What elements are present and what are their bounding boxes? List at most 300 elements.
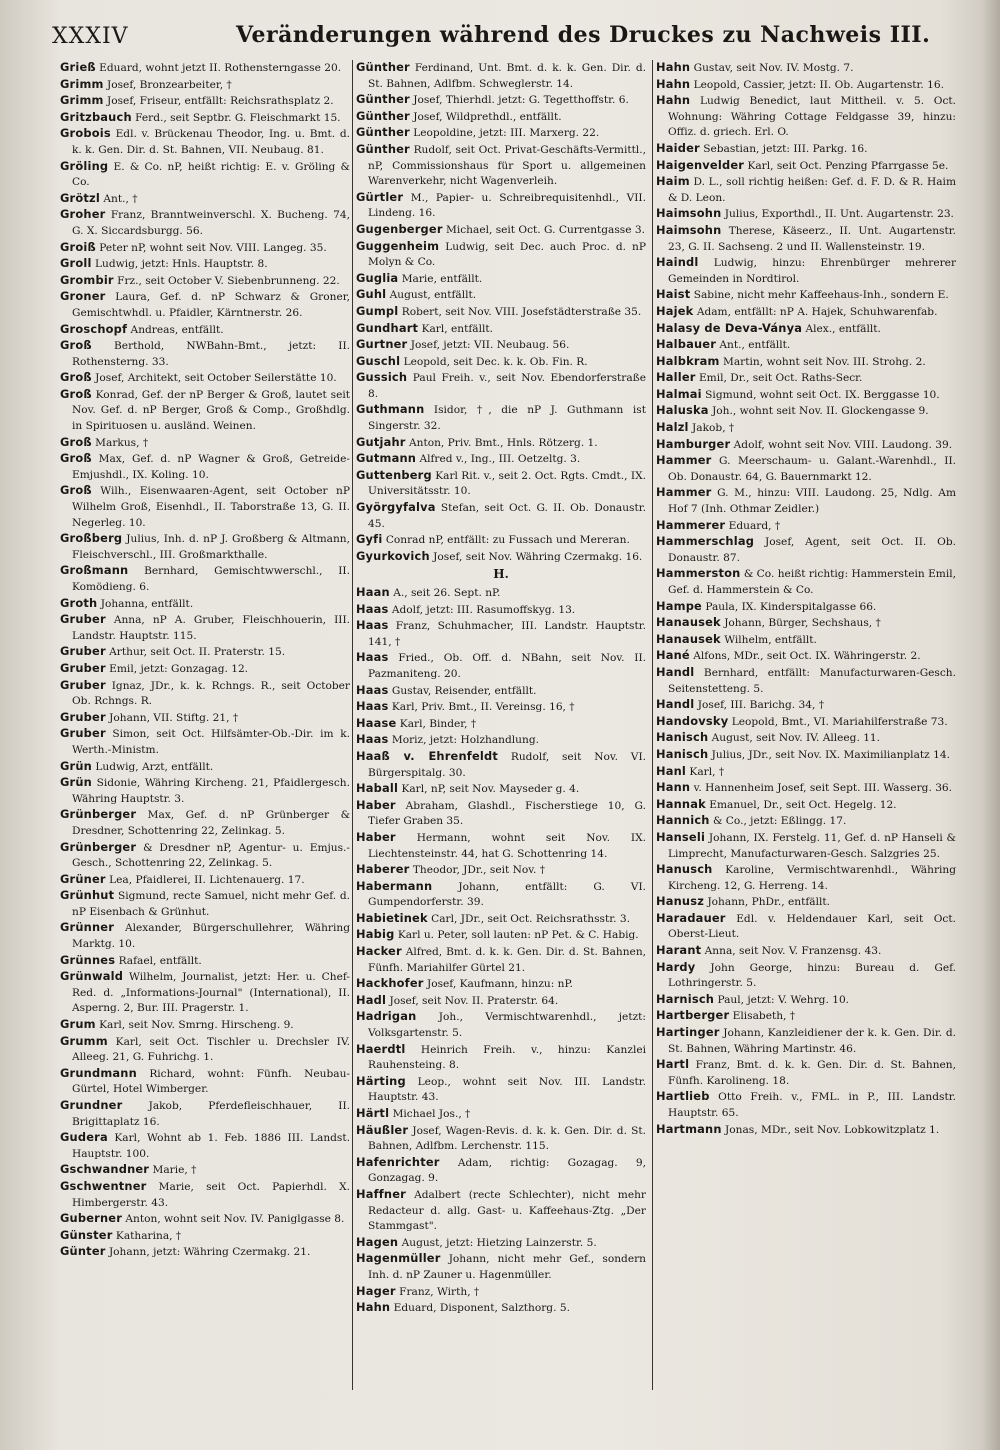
directory-entry bbox=[656, 747, 956, 764]
entry-details: Berthold, NWBahn-Bmt., jetzt: II. Rothensterng. 33. bbox=[72, 340, 350, 368]
directory-entry bbox=[60, 240, 350, 257]
directory-entry bbox=[60, 370, 350, 387]
directory-entry bbox=[656, 223, 956, 255]
directory-entry bbox=[656, 255, 956, 287]
directory-entry bbox=[356, 125, 646, 142]
entry-surname: Hané bbox=[656, 648, 690, 663]
entry-details: Marie, entfällt. bbox=[401, 272, 483, 285]
entry-details: Gustav, Reisender, entfällt. bbox=[391, 684, 537, 697]
entry-details: Karl Rit. v., seit 2. Oct. Rgts. Cmdt., IX. Universitätsstr. 10. bbox=[368, 469, 646, 498]
entry-surname: Guhl bbox=[356, 287, 387, 302]
directory-entry bbox=[356, 1042, 646, 1074]
entry-details: Wilh., Eisenwaaren-Agent, seit October nP Wilhelm Groß, Eisenhdl., II. Taborstraße 13, G. II. Negerleg. 10. bbox=[72, 485, 350, 529]
directory-entry bbox=[60, 1017, 350, 1034]
entry-surname: Guberner bbox=[60, 1211, 123, 1226]
entry-surname: Haas bbox=[356, 682, 389, 697]
entry-details: Max, Gef. d. nP Grünberger & Dresdner, Schottenring 22, Zelinkag. 5. bbox=[72, 809, 350, 837]
entry-details: Adalbert (recte Schlechter), nicht mehr Redacteur d. allg. Gast- u. Kaffeehaus-Ztg. „Der Stammgast". bbox=[368, 1188, 646, 1233]
entry-surname: Härtl bbox=[356, 1106, 390, 1120]
entry-details: Josef, seit Nov. II. Praterstr. 64. bbox=[389, 994, 559, 1007]
entry-details: Franz, Schuhmacher, III. Landstr. Hauptstr. 141, † bbox=[368, 620, 646, 648]
entry-details: G. Meerschaum- u. Galant.-Warenhdl., II. Ob. Donaustr. 64, G. Bauernmarkt 12. bbox=[668, 455, 956, 483]
directory-entry bbox=[60, 289, 350, 321]
directory-entry bbox=[356, 190, 646, 222]
page-edge-shadow bbox=[982, 0, 1000, 1450]
entry-surname: Hahn bbox=[656, 93, 691, 108]
directory-entry bbox=[656, 813, 956, 830]
directory-entry bbox=[356, 1106, 646, 1123]
entry-details: Hermann, wohnt seit Nov. IX. Liechtensteinstr. 44, hat G. Schottenring 14. bbox=[368, 831, 646, 860]
directory-entry bbox=[356, 60, 646, 92]
entry-details: Joh., Vermischtwarenhdl., jetzt: Volksgartenstr. 5. bbox=[368, 1011, 646, 1040]
directory-entry bbox=[60, 435, 350, 452]
entry-surname: Grün bbox=[60, 758, 92, 773]
directory-entry bbox=[60, 920, 350, 952]
entry-details: Karl, Wohnt ab 1. Feb. 1886 III. Landst. Hauptstr. 100. bbox=[72, 1132, 350, 1160]
directory-entry bbox=[656, 1057, 956, 1089]
entry-details: August, seit Nov. IV. Alleeg. 11. bbox=[711, 732, 881, 745]
directory-entry bbox=[356, 618, 646, 650]
directory-entry bbox=[60, 759, 350, 776]
directory-entry bbox=[656, 911, 956, 943]
directory-entry bbox=[356, 402, 646, 434]
directory-entry bbox=[60, 1162, 350, 1179]
directory-entry bbox=[656, 534, 956, 566]
directory-entry bbox=[656, 158, 956, 175]
entry-details: Paula, IX. Kinderspitalgasse 66. bbox=[705, 600, 877, 613]
entry-details: Richard, wohnt: Fünfh. Neubau-Gürtel, Hotel Wimberger. bbox=[72, 1067, 350, 1096]
entry-surname: Hadl bbox=[356, 992, 387, 1007]
entry-surname: Groß bbox=[60, 451, 92, 466]
entry-surname: Gruber bbox=[60, 677, 106, 692]
entry-details: Simon, seit Oct. Hilfsämter-Ob.-Dir. im k. Werth.-Ministm. bbox=[72, 728, 350, 756]
entry-details: Max, Gef. d. nP Wagner & Groß, Getreide-Emjushdl., IX. Koling. 10. bbox=[72, 453, 350, 481]
directory-entry bbox=[60, 596, 350, 613]
entry-surname: Hahn bbox=[356, 1300, 391, 1315]
entry-surname: Haaß v. Ehrenfeldt bbox=[356, 748, 498, 763]
entry-details: Josef, Friseur, entfällt: Reichsrathsplatz 2. bbox=[106, 95, 334, 108]
directory-entry bbox=[356, 927, 646, 944]
entry-surname: Hann bbox=[656, 780, 691, 795]
entry-surname: Gyfi bbox=[356, 532, 383, 547]
entry-details: Martin, wohnt seit Nov. III. Strohg. 2. bbox=[723, 355, 926, 368]
entry-surname: Hanausek bbox=[656, 615, 721, 630]
entry-details: Gustav, seit Nov. IV. Mostg. 7. bbox=[693, 62, 854, 74]
directory-entry bbox=[356, 370, 646, 402]
page-number: XXXIV bbox=[52, 24, 129, 49]
entry-surname: Günter bbox=[60, 1244, 106, 1259]
entry-details: Rafael, entfällt. bbox=[118, 954, 202, 967]
directory-entry bbox=[656, 453, 956, 485]
directory-entry bbox=[356, 683, 646, 700]
entry-surname: Hanisch bbox=[656, 746, 709, 761]
entry-surname: Grötzl bbox=[60, 190, 100, 205]
entry-surname: Gudera bbox=[60, 1130, 108, 1145]
entry-details: Johann, nicht mehr Gef., sondern Inh. d. nP Zauner u. Hagenmüller. bbox=[368, 1253, 646, 1281]
entry-surname: Harnisch bbox=[656, 991, 715, 1006]
entry-surname: Groß bbox=[60, 338, 92, 353]
entry-details: Anna, nP A. Gruber, Fleischhouerin, III. Landstr. Hauptstr. 115. bbox=[72, 614, 350, 642]
entry-surname: Handl bbox=[656, 697, 695, 712]
directory-entry bbox=[656, 697, 956, 714]
directory-entry bbox=[60, 969, 350, 1017]
entry-details: August, jetzt: Hietzing Lainzerstr. 5. bbox=[401, 1236, 597, 1249]
directory-entry bbox=[656, 485, 956, 517]
entry-details: D. L., soll richtig heißen: Gef. d. F. D. & R. Haim & D. Leon. bbox=[668, 176, 956, 204]
entry-details: Bernhard, entfällt: Manufacturwaren-Gesch. Seitenstetteng. 5. bbox=[668, 666, 956, 695]
directory-entry bbox=[656, 665, 956, 697]
entry-details: Ant., † bbox=[103, 192, 138, 205]
directory-entry bbox=[656, 518, 956, 535]
directory-entry bbox=[356, 1235, 646, 1252]
entry-surname: Hanausek bbox=[656, 631, 721, 646]
entry-surname: Halmai bbox=[656, 386, 702, 401]
entry-details: Karl, seit Oct. Tischler u. Drechsler IV. Alleeg. 21, G. Fuhrichg. 1. bbox=[72, 1035, 350, 1064]
entry-details: Emil, Dr., seit Oct. Raths-Secr. bbox=[698, 372, 863, 385]
directory-entry bbox=[656, 77, 956, 94]
entry-surname: Gschwentner bbox=[60, 1178, 147, 1193]
directory-entry bbox=[656, 370, 956, 387]
entry-details: Ant., entfällt. bbox=[719, 339, 791, 352]
entry-details: Josef, Architekt, seit October Seilerstätte 10. bbox=[95, 372, 337, 385]
directory-entry bbox=[656, 1008, 956, 1025]
directory-entry bbox=[60, 483, 350, 531]
entry-details: Peter nP, wohnt seit Nov. VIII. Langeg. 35. bbox=[99, 241, 327, 254]
entry-surname: Hahn bbox=[656, 76, 691, 91]
entry-surname: Grieß bbox=[60, 60, 96, 74]
entry-details: Sidonie, Währing Kircheng. 21, Pfaidlergesch. Währing Hauptstr. 3. bbox=[72, 777, 350, 805]
entry-surname: Gutmann bbox=[356, 451, 417, 466]
entry-details: Andreas, entfällt. bbox=[130, 323, 224, 336]
entry-details: Joh., wohnt seit Nov. II. Glockengasse 9. bbox=[712, 405, 929, 418]
entry-surname: Gritzbauch bbox=[60, 109, 132, 124]
directory-entry bbox=[656, 566, 956, 598]
directory-entry bbox=[656, 648, 956, 665]
directory-entry bbox=[656, 960, 956, 992]
entry-surname: Guttenberg bbox=[356, 467, 432, 482]
column-divider bbox=[352, 60, 353, 1390]
directory-entry bbox=[656, 632, 956, 649]
entry-surname: Hartmann bbox=[656, 1121, 722, 1136]
directory-entry bbox=[60, 191, 350, 208]
entry-surname: Halzl bbox=[656, 420, 689, 435]
entry-details: Leopold, seit Dec. k. k. Ob. Fin. R. bbox=[403, 355, 588, 368]
entry-details: Wilhelm, Journalist, jetzt: Her. u. Chef-Red. d. „Informations-Journal" (International), II. Asperng. 2, Bur. III. Pragerstr. 1. bbox=[72, 971, 350, 1015]
entry-details: Josef, Kaufmann, hinzu: nP. bbox=[426, 978, 573, 991]
entry-surname: Gutjahr bbox=[356, 434, 406, 449]
entry-details: Johann, PhDr., entfällt. bbox=[707, 896, 831, 909]
entry-surname: Groß bbox=[60, 370, 92, 385]
directory-entry bbox=[60, 1228, 350, 1245]
directory-entry bbox=[356, 532, 646, 549]
directory-entry bbox=[356, 585, 646, 602]
directory-entry bbox=[356, 798, 646, 830]
directory-entry bbox=[656, 93, 956, 141]
entry-details: Johann, Bürger, Sechshaus, † bbox=[724, 617, 881, 630]
directory-entry bbox=[656, 206, 956, 223]
directory-entry bbox=[356, 321, 646, 338]
entry-details: M., Papier- u. Schreibrequisitenhdl., VII. Lindeng. 16. bbox=[368, 191, 646, 220]
entry-details: Johann, VII. Stiftg. 21, † bbox=[109, 711, 239, 724]
entry-surname: Grum bbox=[60, 1017, 96, 1032]
entry-details: Bernhard, Gemischtwwerschl., II. Komödieng. 6. bbox=[72, 565, 350, 593]
directory-entry bbox=[356, 1187, 646, 1235]
directory-entry bbox=[356, 1284, 646, 1301]
entry-details: Alfred, Bmt. d. k. k. Gen. Dir. d. St. Bahnen, Fünfh. Mariahilfer Gürtel 21. bbox=[368, 946, 646, 974]
entry-surname: Groher bbox=[60, 207, 106, 222]
directory-entry bbox=[356, 699, 646, 716]
entry-surname: Hammerschlag bbox=[656, 534, 755, 549]
entry-details: Stefan, seit Oct. G. II. Ob. Donaustr. 45. bbox=[368, 502, 646, 530]
directory-entry bbox=[356, 1155, 646, 1187]
directory-entry bbox=[356, 944, 646, 976]
directory-entry bbox=[356, 781, 646, 798]
entry-surname: Hager bbox=[356, 1283, 396, 1298]
directory-entry bbox=[60, 93, 350, 110]
entry-surname: Hartinger bbox=[656, 1025, 720, 1040]
directory-entry bbox=[656, 943, 956, 960]
entry-surname: Haindl bbox=[656, 255, 699, 270]
entry-details: Abraham, Glashdl., Fischerstiege 10, G. Tiefer Graben 35. bbox=[368, 799, 646, 828]
entry-surname: Grünner bbox=[60, 920, 115, 935]
entry-details: August, entfällt. bbox=[389, 289, 477, 302]
entry-surname: Haerdtl bbox=[356, 1041, 406, 1056]
entry-details: Eduard, † bbox=[728, 519, 781, 532]
entry-surname: Gundhart bbox=[356, 320, 419, 335]
directory-entry bbox=[656, 337, 956, 354]
entry-details: Katharina, † bbox=[115, 1229, 182, 1242]
entry-surname: Halbkram bbox=[656, 353, 720, 368]
entry-details: Sabine, nicht mehr Kaffeehaus-Inh., sondern E. bbox=[693, 289, 949, 302]
entry-details: Otto Freih. v., FML. in P., III. Landstr. Hauptstr. 65. bbox=[668, 1091, 956, 1119]
directory-entry bbox=[656, 1122, 956, 1139]
directory-entry bbox=[60, 126, 350, 158]
entry-surname: Groiß bbox=[60, 239, 96, 254]
entry-details: Frz., seit October V. Siebenbrunneng. 22. bbox=[117, 274, 340, 287]
entry-details: Paul, jetzt: V. Wehrg. 10. bbox=[717, 993, 850, 1006]
entry-surname: Gröling bbox=[60, 158, 109, 173]
directory-entry bbox=[60, 159, 350, 191]
entry-surname: Habietinek bbox=[356, 910, 428, 925]
entry-surname: Guglia bbox=[356, 270, 399, 285]
entry-surname: Grünnes bbox=[60, 952, 116, 967]
directory-entry bbox=[656, 797, 956, 814]
entry-details: Johann, Kanzleidiener der k. k. Gen. Dir. d. St. Bahnen, Währing Martinstr. 46. bbox=[668, 1027, 956, 1055]
entry-surname: Haber bbox=[356, 797, 396, 812]
entry-surname: Haradauer bbox=[656, 910, 726, 925]
entry-details: Ludwig Benedict, laut Mittheil. v. 5. Oct. Wohnung: Währing Cottage Feldgasse 39, hinzu: Offiz. d. griech. Erl. O. bbox=[668, 95, 956, 139]
entry-details: Jakob, † bbox=[692, 422, 735, 435]
entry-surname: Gruber bbox=[60, 660, 106, 675]
directory-entry bbox=[356, 732, 646, 749]
entry-surname: Hardy bbox=[656, 959, 696, 974]
directory-entry bbox=[656, 60, 956, 77]
entry-details: Jakob, Pferdefleischhauer, II. Brigittaplatz 16. bbox=[72, 1100, 350, 1128]
directory-entry bbox=[356, 271, 646, 288]
entry-surname: Hagen bbox=[356, 1234, 399, 1249]
entry-details: Sigmund, recte Samuel, nicht mehr Gef. d. nP Eisenbach & Grünhut. bbox=[72, 890, 350, 918]
entry-surname: Hajek bbox=[656, 303, 694, 318]
column-right bbox=[656, 60, 956, 1430]
entry-details: Moriz, jetzt: Holzhandlung. bbox=[391, 734, 539, 747]
entry-details: Sigmund, wohnt seit Oct. IX. Berggasse 10. bbox=[705, 388, 940, 401]
entry-details: Eduard, wohnt jetzt II. Rothensterngasse 20. bbox=[99, 62, 342, 74]
directory-entry bbox=[356, 287, 646, 304]
entry-details: Konrad, Gef. der nP Berger & Groß, lautet seit Nov. Gef. d. nP Berger, Groß & Comp., Großhdlg. in Spirituosen u. ausländ. Weinen. bbox=[72, 388, 350, 433]
entry-surname: Hanusch bbox=[656, 862, 713, 877]
entry-surname: Hartl bbox=[656, 1057, 690, 1072]
directory-entry bbox=[60, 1098, 350, 1130]
entry-details: Josef, Thierhdl. jetzt: G. Tegetthoffstr. 6. bbox=[413, 94, 629, 107]
directory-entry bbox=[60, 612, 350, 644]
entry-surname: Grimm bbox=[60, 76, 104, 91]
directory-entry bbox=[356, 716, 646, 733]
directory-entry bbox=[656, 830, 956, 862]
entry-surname: Groner bbox=[60, 289, 106, 304]
directory-entry bbox=[356, 92, 646, 109]
entry-surname: Großberg bbox=[60, 531, 123, 546]
directory-entry bbox=[356, 549, 646, 566]
entry-surname: Hafenrichter bbox=[356, 1154, 440, 1169]
entry-details: Arthur, seit Oct. II. Praterstr. 15. bbox=[109, 646, 286, 659]
directory-entry bbox=[656, 174, 956, 206]
entry-surname: Guschl bbox=[356, 353, 401, 368]
entry-surname: Haan bbox=[356, 585, 390, 599]
directory-entry bbox=[656, 141, 956, 158]
entry-details: John George, hinzu: Bureau d. Gef. Lothringerstr. 5. bbox=[668, 961, 956, 990]
entry-details: Michael, seit Oct. G. Currentgasse 3. bbox=[446, 223, 645, 236]
entry-surname: Häußler bbox=[356, 1122, 409, 1137]
entry-details: Johann, entfällt: G. VI. Gumpendorferstr. 39. bbox=[368, 880, 646, 909]
entry-surname: Günther bbox=[356, 141, 410, 156]
entry-details: & Dresdner nP, Agentur- u. Emjus.-Gesch., Schottenring 22, Zelinkag. 5. bbox=[72, 841, 350, 870]
entry-details: Karl, Binder, † bbox=[399, 717, 477, 730]
entry-details: Alex., entfällt. bbox=[805, 322, 881, 335]
entry-surname: Hanl bbox=[656, 763, 687, 778]
entry-surname: Haimsohn bbox=[656, 222, 722, 237]
entry-details: Elisabeth, † bbox=[732, 1010, 796, 1023]
entry-surname: Haas bbox=[356, 650, 389, 665]
entry-details: Ignaz, JDr., k. k. Rchngs. R., seit October Ob. Rchngs. R. bbox=[72, 679, 350, 708]
entry-surname: Harant bbox=[656, 943, 702, 958]
directory-entry bbox=[656, 714, 956, 731]
entry-surname: Gruber bbox=[60, 612, 106, 627]
entry-surname: Hammer bbox=[656, 453, 712, 468]
entry-surname: Haball bbox=[356, 781, 399, 796]
entry-surname: Günther bbox=[356, 108, 410, 123]
entry-surname: Habermann bbox=[356, 878, 433, 893]
directory-entry bbox=[60, 1244, 350, 1261]
entry-surname: Haase bbox=[356, 715, 397, 730]
entry-surname: Groß bbox=[60, 434, 92, 449]
entry-details: Emil, jetzt: Gonzagag. 12. bbox=[109, 662, 249, 675]
entry-surname: Gruber bbox=[60, 709, 106, 724]
entry-surname: Hanseli bbox=[656, 829, 706, 844]
entry-details: Adam, richtig: Gozagag. 9, Gonzagag. 9. bbox=[368, 1156, 646, 1185]
entry-details: Conrad nP, entfällt: zu Fussach und Mereran. bbox=[385, 534, 630, 547]
entry-surname: Haider bbox=[656, 140, 700, 155]
entry-surname: Groll bbox=[60, 256, 92, 271]
directory-entry bbox=[60, 451, 350, 483]
entry-surname: Günther bbox=[356, 92, 410, 107]
entry-surname: Haim bbox=[656, 174, 690, 189]
entry-surname: Grünberger bbox=[60, 807, 137, 822]
directory-entry bbox=[60, 953, 350, 970]
entry-surname: Guggenheim bbox=[356, 238, 440, 253]
directory-entry bbox=[656, 354, 956, 371]
entry-details: Adolf, jetzt: III. Rasumoffskyg. 13. bbox=[391, 603, 576, 616]
entry-details: v. Hannenheim Josef, seit Sept. III. Wasserg. 36. bbox=[693, 782, 953, 795]
directory-entry bbox=[656, 862, 956, 894]
entry-surname: Gschwandner bbox=[60, 1162, 150, 1177]
entry-surname: Haller bbox=[656, 370, 696, 385]
entry-details: E. & Co. nP, heißt richtig: E. v. Gröling & Co. bbox=[72, 160, 350, 189]
directory-entry bbox=[60, 678, 350, 710]
directory-entry bbox=[60, 338, 350, 370]
directory-entry bbox=[356, 304, 646, 321]
directory-entry bbox=[356, 830, 646, 862]
directory-entry bbox=[60, 644, 350, 661]
entry-details: Josef, III. Barichg. 34, † bbox=[697, 699, 825, 712]
entry-details: Josef, seit Nov. Währing Czermakg. 16. bbox=[433, 550, 643, 563]
entry-details: Fried., Ob. Off. d. NBahn, seit Nov. II. Pazmaniteng. 20. bbox=[368, 652, 646, 680]
entry-surname: Hanusz bbox=[656, 894, 705, 909]
entry-details: & Co. heißt richtig: Hammerstein Emil, Gef. d. Hammerstein & Co. bbox=[668, 568, 956, 596]
entry-details: Josef, jetzt: VII. Neubaug. 56. bbox=[410, 339, 570, 352]
entry-details: Carl, JDr., seit Oct. Reichsrathsstr. 3. bbox=[431, 912, 630, 925]
entry-details: Ferdinand, Unt. Bmt. d. k. k. Gen. Dir. d. St. Bahnen, Adlfbm. Schweglerstr. 14. bbox=[368, 62, 646, 90]
entry-details: Laura, Gef. d. nP Schwarz & Groner, Gemischtwhdl. u. Pfaidler, Kärntnerstr. 26. bbox=[72, 291, 350, 319]
directory-entry bbox=[60, 1034, 350, 1066]
directory-entry bbox=[356, 1009, 646, 1041]
entry-details: Karoline, Vermischtwarenhdl., Währing Kircheng. 12, G. Herreng. 14. bbox=[668, 864, 956, 892]
entry-surname: Gussich bbox=[356, 370, 408, 385]
entry-surname: Hammerston bbox=[656, 566, 741, 581]
directory-entry bbox=[356, 451, 646, 468]
directory-entry bbox=[356, 500, 646, 532]
entry-surname: Handovsky bbox=[656, 713, 729, 728]
entry-details: Johann, IX. Ferstelg. 11, Gef. d. nP Hanseli & Limprecht, Manufacturwaren-Gesch. Salzgries 25. bbox=[668, 831, 956, 860]
directory-entry bbox=[656, 387, 956, 404]
entry-details: Johanna, entfällt. bbox=[100, 597, 194, 610]
entry-details: Johann, jetzt: Währing Czermakg. 21. bbox=[108, 1246, 311, 1259]
directory-entry bbox=[60, 256, 350, 273]
entry-details: Julius, Exporthdl., II. Unt. Augartenstr. 23. bbox=[724, 208, 954, 221]
entry-surname: Grünhut bbox=[60, 888, 115, 903]
entry-details: Robert, seit Nov. VIII. Josefstädterstraße 35. bbox=[401, 305, 642, 318]
entry-details: & Co., jetzt: Eßlingg. 17. bbox=[712, 815, 847, 828]
entry-surname: Grundmann bbox=[60, 1065, 137, 1080]
directory-entry bbox=[356, 602, 646, 619]
entry-details: Emanuel, Dr., seit Oct. Hegelg. 12. bbox=[709, 798, 897, 811]
entry-details: Alfred v., Ing., III. Oetzeltg. 3. bbox=[419, 453, 581, 466]
directory-entry bbox=[60, 1130, 350, 1162]
directory-entry bbox=[60, 387, 350, 435]
directory-entry bbox=[656, 780, 956, 797]
entry-details: Karl, nP, seit Nov. Mayseder g. 4. bbox=[401, 783, 580, 796]
entry-details: Markus, † bbox=[95, 436, 149, 449]
entry-details: Anton, Priv. Bmt., Hnls. Rötzerg. 1. bbox=[409, 436, 598, 449]
entry-surname: Grombir bbox=[60, 272, 114, 287]
entry-surname: Hanisch bbox=[656, 730, 709, 745]
entry-surname: Haluska bbox=[656, 403, 709, 418]
entry-details: Karl, entfällt. bbox=[421, 322, 493, 335]
entry-surname: Hammerer bbox=[656, 517, 726, 532]
entry-surname: Halasy de Deva-Ványa bbox=[656, 320, 803, 335]
entry-surname: Halbauer bbox=[656, 337, 717, 352]
entry-surname: Günther bbox=[356, 125, 410, 140]
entry-details: Therese, Käseerz., II. Unt. Augartenstr. 23, G. II. Sachseng. 2 und II. Wallensteinstr. 19. bbox=[668, 224, 956, 253]
